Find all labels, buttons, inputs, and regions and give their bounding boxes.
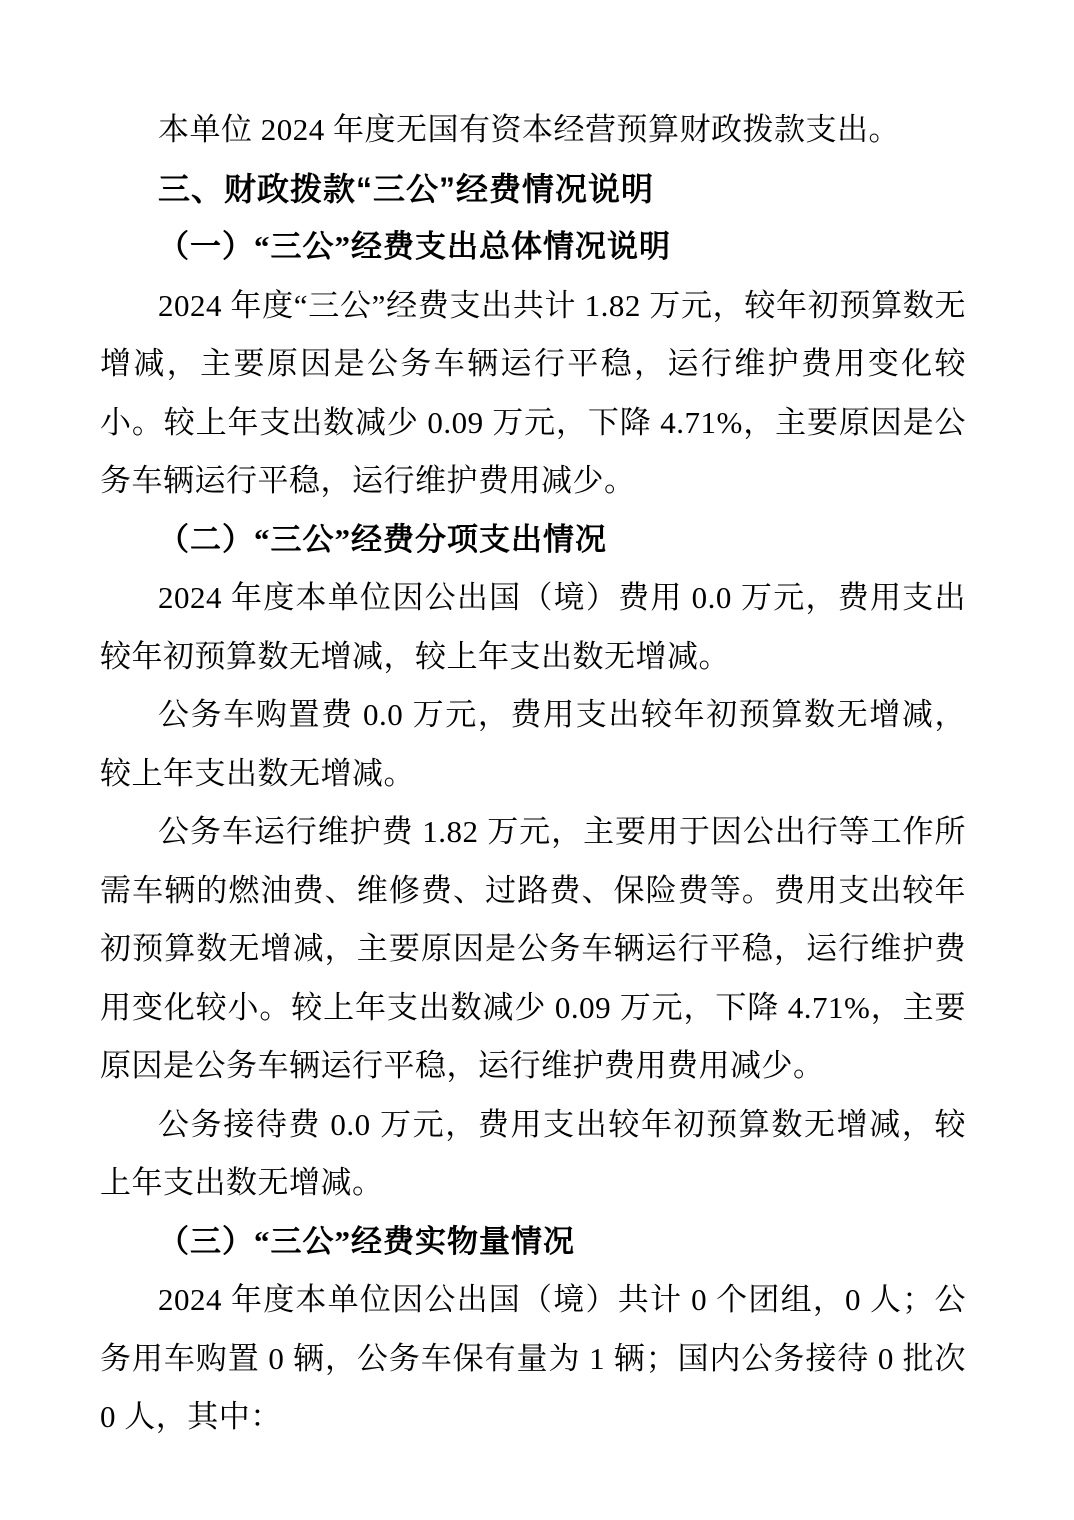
subsection-heading-physical-quantity: （三）“三公”经费实物量情况 bbox=[158, 1223, 575, 1259]
section-heading-three-public-funds: 三、财政拨款“三公”经费情况说明 bbox=[158, 170, 655, 207]
subsection-heading-overall-expense: （一）“三公”经费支出总体情况说明 bbox=[158, 229, 671, 264]
official-reception-expense-paragraph: 公务接待费 0.0 万元，费用支出较年初预算数无增减，较上年支出数无增减。 bbox=[100, 1106, 966, 1200]
vehicle-purchase-expense-paragraph: 公务车购置费 0.0 万元，费用支出较年初预算数无增减，较上年支出数无增减。 bbox=[100, 697, 966, 791]
overseas-travel-expense-paragraph: 2024 年度本单位因公出国（境）费用 0.0 万元，费用支出较年初预算数无增减，较上年支出数无增减。 bbox=[100, 580, 966, 674]
physical-quantity-paragraph: 2024 年度本单位因公出国（境）共计 0 个团组，0 人；公务用车购置 0 辆，公务车保有量为 1 辆；国内公务接待 0 批次 0 人，其中： bbox=[100, 1282, 966, 1434]
overall-expense-paragraph: 2024 年度“三公”经费支出共计 1.82 万元，较年初预算数无增减，主要原因是公务车辆运行平稳，运行维护费用变化较小。较上年支出数减少 0.09 万元，下降 4.71%，主要原因是公务车辆运行平稳，运行维护费用减少。 bbox=[100, 287, 966, 498]
intro-no-state-capital-paragraph: 本单位 2024 年度无国有资本经营预算财政拨款支出。 bbox=[158, 112, 900, 147]
vehicle-maintenance-expense-paragraph: 公务车运行维护费 1.82 万元，主要用于因公出行等工作所需车辆的燃油费、维修费、过路费、保险费等。费用支出较年初预算数无增减，主要原因是公务车辆运行平稳，运行维护费用变化较小。较上年支出数减少 0.09 万元，下降 4.71%，主要原因是公务车辆运行平稳，运行维护费用费用减少。 bbox=[100, 814, 966, 1083]
subsection-heading-itemized-expense: （二）“三公”经费分项支出情况 bbox=[158, 521, 607, 557]
